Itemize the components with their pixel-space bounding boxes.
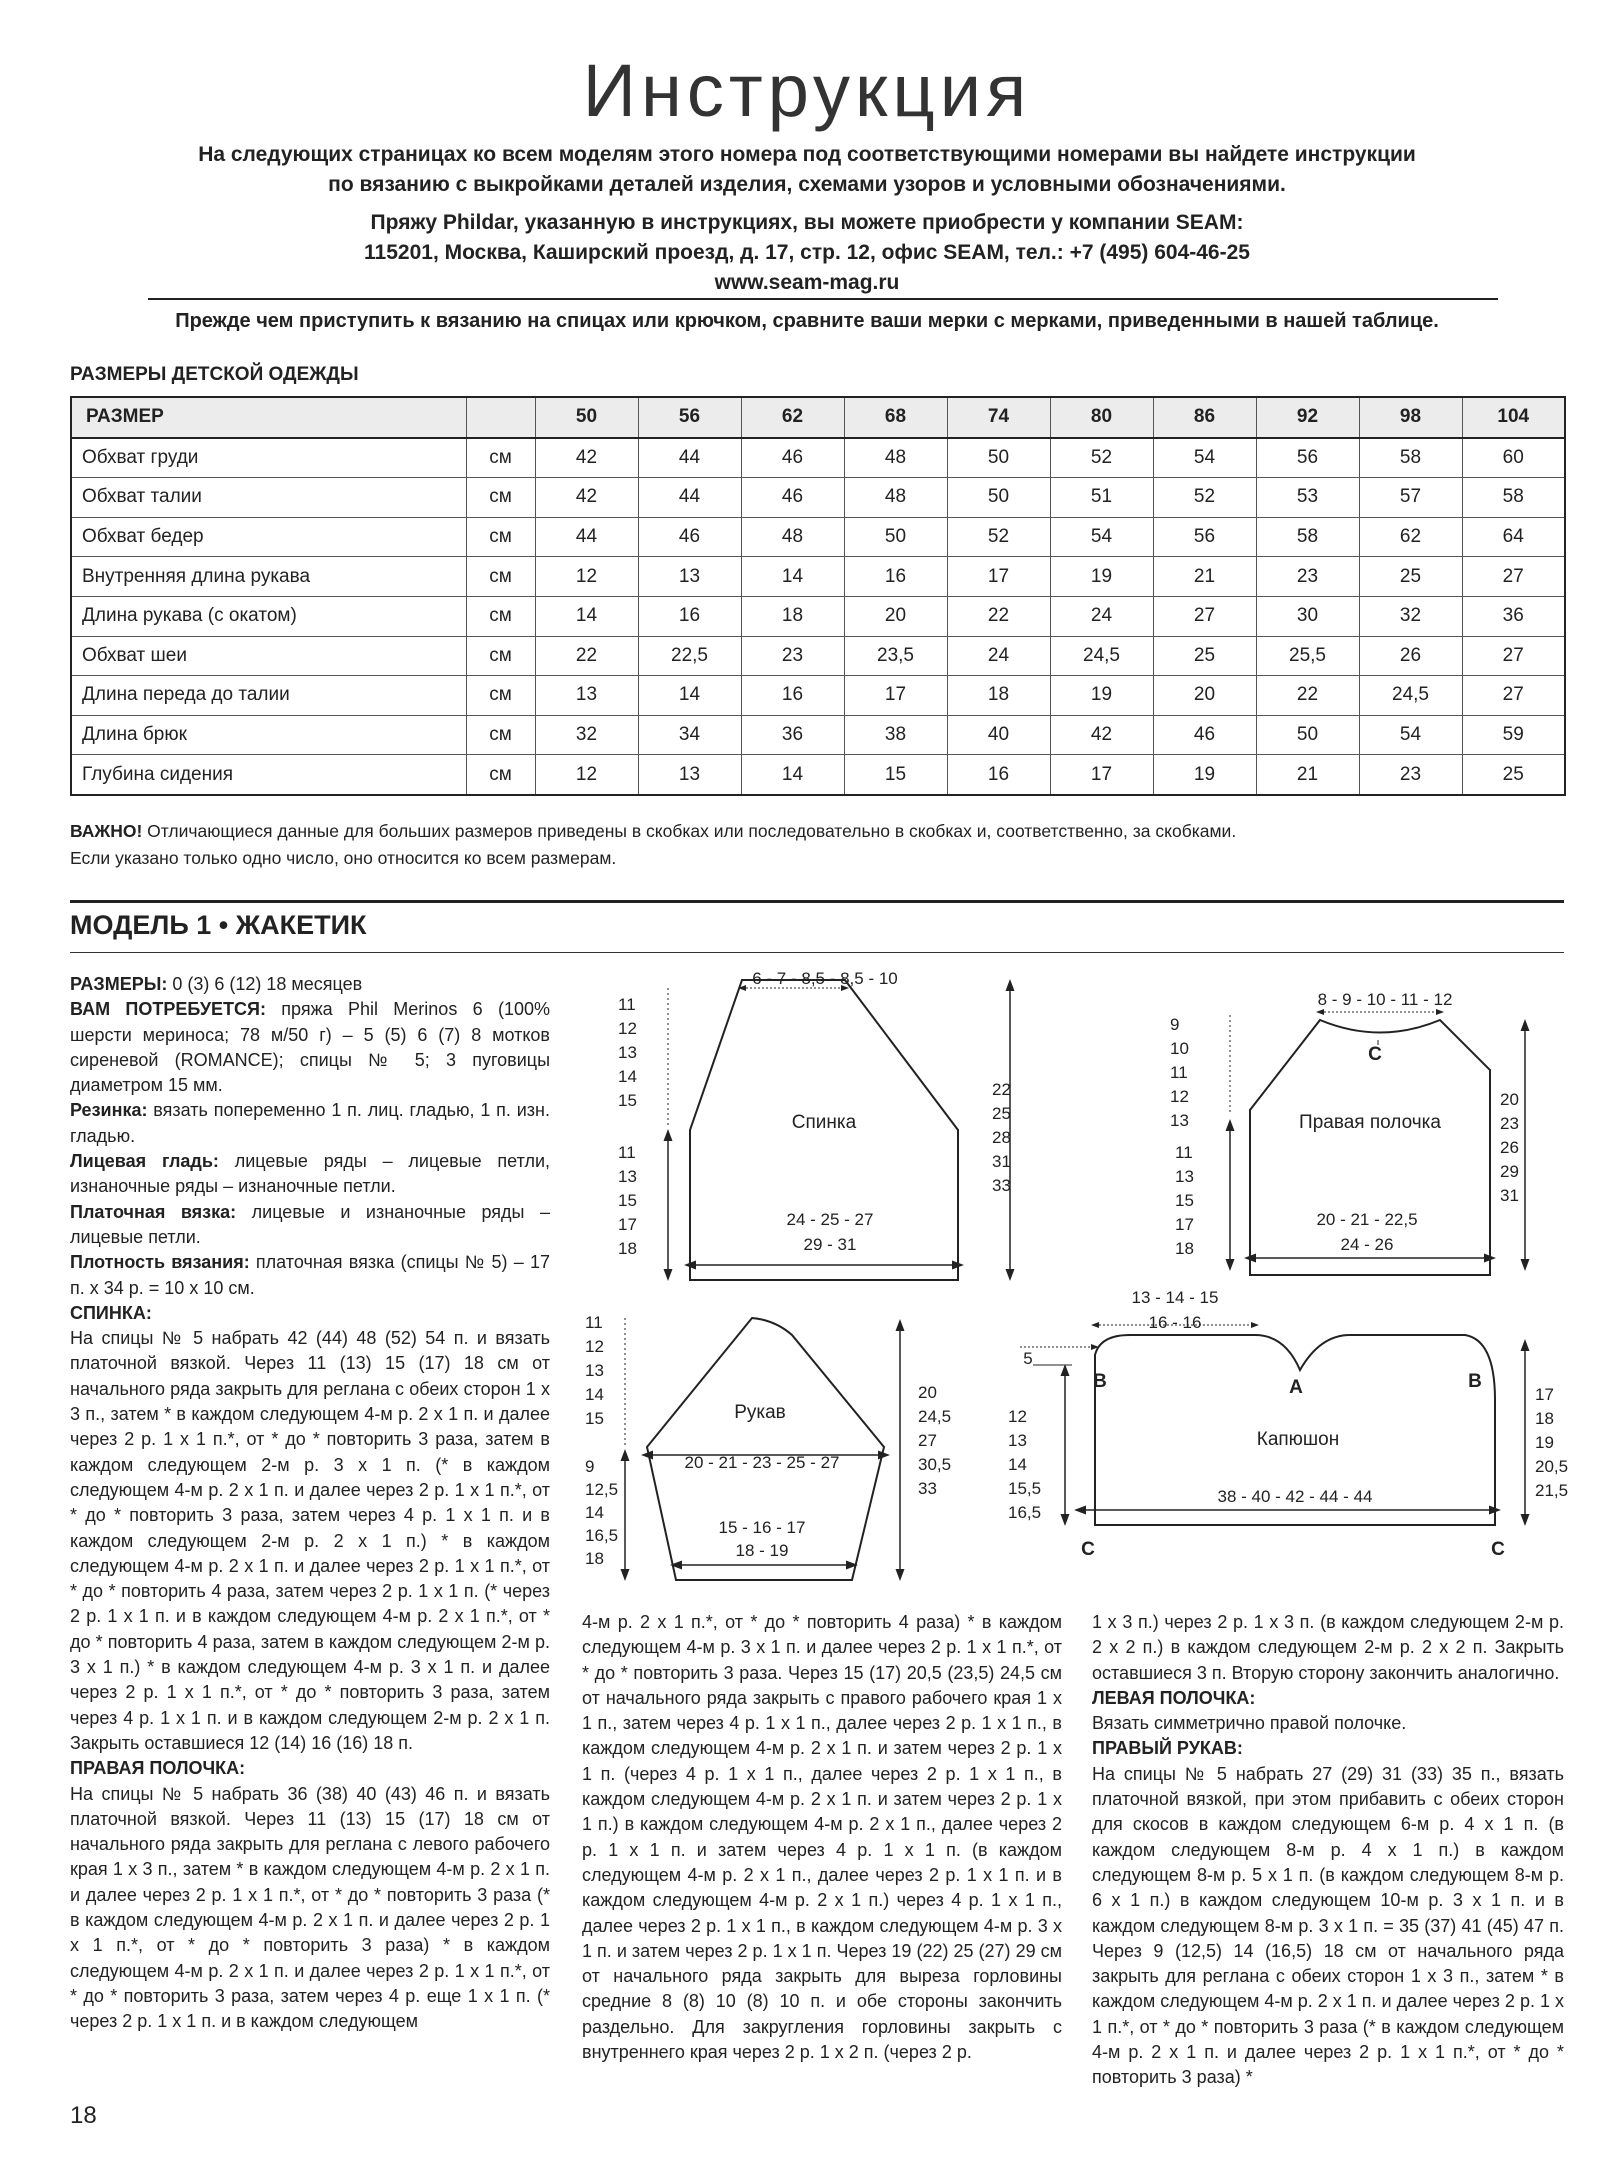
row-unit: см [466,596,535,636]
dimension-value: 13 [618,1167,637,1186]
hood-mark-b-left: B [1093,1371,1107,1392]
size-head-cell: 92 [1256,397,1359,438]
size-value-cell: 27 [1153,596,1256,636]
dimension-value: 17 [1175,1215,1194,1234]
size-value-cell: 36 [741,715,844,755]
paragraph-heading: Платочная вязка: [70,1201,237,1222]
instruction-paragraph [1092,1736,1564,1761]
size-value-cell: 32 [1359,596,1462,636]
dimension-value: 15 [618,1191,637,1210]
dimension-value: 15,5 [1008,1479,1042,1498]
size-value-cell: 44 [638,438,741,478]
paragraph-heading: ПРАВАЯ ПОЛОЧКА: [70,1758,246,1779]
size-value-cell: 30 [1256,596,1359,636]
size-value-cell: 18 [947,676,1050,716]
size-value-cell: 14 [535,596,638,636]
back-left-lower-dims [618,1143,637,1258]
size-value-cell: 52 [947,517,1050,557]
front-top-dim: 8 - 9 - 10 - 11 - 12 [1317,990,1453,1009]
size-value-cell: 25 [1359,557,1462,597]
dimension-value: 20 [1500,1090,1519,1109]
size-value-cell: 12 [535,755,638,795]
size-value-cell: 50 [1256,715,1359,755]
paragraph-heading: Плотность вязания: [70,1252,250,1273]
dimension-value: 10 [1170,1039,1189,1058]
size-value-cell: 24,5 [1050,636,1153,676]
size-value-cell: 19 [1050,676,1153,716]
sleeve-width-a: 15 - 16 - 17 [718,1518,806,1537]
instruction-paragraph [1092,1762,1564,2091]
row-unit: см [466,755,535,795]
paragraph-text: 0 (3) 6 (12) 18 месяцев [167,974,363,994]
paragraph-heading: ВАМ ПОТРЕБУЕТСЯ: [70,999,266,1020]
intro-line: по вязанию с выкройками деталей изделия, схемами узоров и условными обозначениями. [328,173,1286,196]
dimension-value: 23 [1500,1114,1519,1133]
size-value-cell: 58 [1256,517,1359,557]
dimension-value: 26 [1500,1138,1519,1157]
instruction-paragraph [70,997,550,1098]
size-value-cell: 16 [947,755,1050,795]
hood-width: 38 - 40 - 42 - 44 - 44 [1217,1487,1373,1506]
dimension-value: 13 [1170,1111,1189,1130]
instruction-paragraph [1092,1686,1564,1711]
note-bold: ВАЖНО! [70,821,143,841]
instruction-paragraph [70,1782,550,2035]
dimension-value: 15 [1175,1191,1194,1210]
hood-top-a: 13 - 14 - 15 [1131,1288,1219,1307]
instruction-paragraph [70,972,550,997]
dimension-value: 31 [992,1152,1011,1171]
model-divider-thin [70,952,1564,953]
paragraph-text: вязать попеременно 1 п. лиц. гладью, 1 п. изн. гладью. [70,1100,550,1146]
size-value-cell: 25 [1462,755,1565,795]
size-value-cell: 19 [1050,557,1153,597]
size-value-cell: 25,5 [1256,636,1359,676]
back-left-upper-dims [618,995,637,1110]
size-value-cell: 36 [1462,596,1565,636]
dimension-value: 18 [585,1549,604,1568]
size-value-cell: 16 [638,596,741,636]
size-value-cell: 22 [947,596,1050,636]
size-value-cell: 24 [947,636,1050,676]
size-head-cell: 74 [947,397,1050,438]
paragraph-text: На спицы № 5 набрать 27 (29) 31 (33) 35 п., вязать платочной вязкой, при этом прибавить с обеих сторон для скосов в каждом следующем 6-м р. 4 х 1 п. (в каждом следующем 8-м р. 4 х 1 п.) в каждом следующем 8-м р. 5 х 1 п. (в каждом следующем 8-м р. 6 х 1 п.) в каждом следующем 10-м р. 3 х 1 п. и в каждом следующем 8-м р. 3 х 1 п. = 35 (37) 41 (45) 47 п. Через 9 (12,5) 14 (16,5) 18 см от начального ряда закрыть для реглана с обеих сторон 1 х 3 п., затем * в каждом следующем 4-м р. 2 х 1 п. и далее через 2 р. 1 х 1 п.*, от * до * повторить 3 раза (* в каждом следующем 4-м р. 2 х 1 п. и далее через 2 р. 1 х 1 п.*, от * до * повторить 3 раза) * [1092,1763,1564,2088]
size-value-cell: 52 [1050,438,1153,478]
dimension-value: 33 [918,1479,937,1498]
paragraph-text: На спицы № 5 набрать 36 (38) 40 (43) 46 п. и вязать платочной вязкой. Через 11 (13) 15 (17) 18 см от начального ряда закрыть для реглана с левого рабочего края 1 х 3 п., затем * в каждом следующем 4-м р. 2 х 1 п. и далее через 2 р. 1 х 1 п.*, от * до * повторить 3 раза (* в каждом следующем 4-м р. 2 х 1 п. и далее через 2 р. 1 х 1 п.*, от * до * повторить 3 раза) * в каждом следующем 4-м р. 2 х 1 п. и далее через 2 р. 1 х 1 п.*, от * до * повторить 3 раза, затем через 4 р. еще 1 х 1 п. (* через 2 р. 1 х 1 п. и в каждом следующем [70,1783,550,2032]
size-value-cell: 14 [638,676,741,716]
paragraph-text: Вязать симметрично правой полочке. [1092,1713,1407,1734]
size-head-unit [466,397,535,438]
hood-left-mark: 5 [1023,1349,1033,1368]
size-value-cell: 21 [1153,557,1256,597]
intro-line: На следующих страницах ко всем моделям этого номера под соответствующими номерами вы найдете инструкции [198,143,1416,166]
paragraph-heading: ЛЕВАЯ ПОЛОЧКА: [1092,1687,1256,1708]
back-label: Спинка [791,1112,857,1133]
front-diagram [1170,990,1525,1275]
store-website: www.seam-mag.ru [714,271,900,294]
size-table-row [71,636,1565,676]
sleeve-left-lower-dims [585,1457,618,1568]
size-table-row [71,438,1565,478]
dimension-value: 17 [618,1215,637,1234]
size-value-cell: 48 [741,517,844,557]
note-line2: Если указано только одно число, оно относится ко всем размерам. [70,848,617,868]
size-value-cell: 23,5 [844,636,947,676]
dimension-value: 18 [1535,1409,1554,1428]
size-value-cell: 12 [535,557,638,597]
size-head-cell: 68 [844,397,947,438]
size-value-cell: 59 [1462,715,1565,755]
dimension-value: 12 [585,1337,604,1356]
store-line: Пряжу Phildar, указанную в инструкциях, вы можете приобрести у компании SEAM: [370,211,1244,234]
size-value-cell: 17 [947,557,1050,597]
size-value-cell: 27 [1462,636,1565,676]
dimension-value: 18 [1175,1239,1194,1258]
important-note [70,818,1236,872]
size-value-cell: 54 [1359,715,1462,755]
paragraph-text: 4-м р. 2 х 1 п.*, от * до * повторить 4 раза) * в каждом следующем 4-м р. 3 х 1 п. и далее через 2 р. 1 х 1 п.*, от * до * повторить 3 раза. Через 15 (17) 20,5 (23,5) 24,5 см от начального ряда закрыть с правого рабочего края 1 х 1 п., затем через 4 р. 1 х 1 п., далее через 2 р. 1 х 1 п., в каждом следующем 4-м р. 2 х 1 п. и затем через 2 р. 1 х 1 п. (через 4 р. 1 х 1 п., далее через 2 р. 1 х 1 п., в каждом следующем 4-м р. 2 х 1 п. и затем через 2 р. 1 х 1 п.) в каждом следующем 4-м р. 2 х 1 п., далее через 2 р. 1 х 1 п. и затем через 4 р. 1 х 1 п. (в каждом следующем 4-м р. 2 х 1 п., далее через 2 р. 1 х 1 п. и в каждом следующем 4-м р. 2 х 1 п.) через 4 р. 1 х 1 п., далее через 2 р. 1 х 1 п., в каждом следующем 4-м р. 3 х 1 п. и затем через 2 р. 1 х 1 п. Через 19 (22) 25 (27) 29 см от начального ряда закрыть для выреза горловины средние 8 (8) 10 (8) 10 п. и обе стороны закончить раздельно. Для закругления горловины закрыть с внутреннего края через 2 р. 1 х 2 п. (через 2 р. [582,1612,1062,2063]
size-value-cell: 44 [638,478,741,518]
instruction-paragraph [70,1250,550,1301]
paragraph-text: лицевые ряды – лицевые петли, изнаночные ряды – изнаночные петли. [70,1151,551,1197]
dimension-value: 12,5 [585,1480,619,1499]
dimension-value: 27 [918,1431,937,1450]
dimension-value: 13 [618,1043,637,1062]
dimension-value: 9 [585,1457,595,1476]
dimension-value: 21,5 [1535,1481,1569,1500]
size-table-row [71,676,1565,716]
row-unit: см [466,517,535,557]
hood-right-dims [1535,1385,1568,1500]
paragraph-heading: ПРАВЫЙ РУКАВ: [1092,1738,1243,1759]
row-unit: см [466,478,535,518]
size-value-cell: 40 [947,715,1050,755]
size-value-cell: 14 [741,557,844,597]
sleeve-left-upper-dims [585,1313,604,1428]
row-unit: см [466,438,535,478]
page-title: Инструкция [582,49,1032,132]
instruction-paragraph [70,1149,550,1200]
size-value-cell: 56 [1256,438,1359,478]
size-value-cell: 54 [1050,517,1153,557]
size-value-cell: 22,5 [638,636,741,676]
size-value-cell: 38 [844,715,947,755]
row-label: Обхват бедер [71,517,466,557]
dimension-value: 11 [1175,1143,1193,1162]
size-table [70,396,1566,796]
dimension-value: 14 [585,1503,604,1522]
paragraph-text: лицевые и изнаночные ряды – лицевые петли. [70,1201,550,1247]
dimension-value: 24,5 [918,1407,952,1426]
text-column-3 [1092,1610,1564,2091]
row-label: Длина рукава (с окатом) [71,596,466,636]
hood-mark-c-right: C [1491,1539,1505,1560]
size-value-cell: 13 [638,557,741,597]
instruction-paragraph [70,1200,550,1251]
dimension-value: 30,5 [918,1455,952,1474]
note-line1: Отличающиеся данные для больших размеров приведены в скобках или последовательно в скобках и, соответственно, за скобками. [142,821,1237,841]
size-value-cell: 18 [741,596,844,636]
size-head-cell: 62 [741,397,844,438]
dimension-value: 14 [618,1067,637,1086]
size-value-cell: 27 [1462,676,1565,716]
size-value-cell: 22 [1256,676,1359,716]
store-address: 115201, Москва, Каширский проезд, д. 17, стр. 12, офис SEAM, тел.: +7 (495) 604-46-25 [364,241,1250,264]
sleeve-width-top: 20 - 21 - 23 - 25 - 27 [684,1453,840,1472]
dimension-value: 11 [618,1143,636,1162]
model-title: МОДЕЛЬ 1 • ЖАКЕТИК [70,910,367,940]
hood-mark-b-right: B [1468,1371,1482,1392]
front-width-a: 20 - 21 - 22,5 [1316,1210,1418,1229]
hood-mark-a: A [1289,1377,1303,1398]
instruction-paragraph [1092,1711,1564,1736]
hood-label: Капюшон [1256,1429,1340,1450]
size-value-cell: 44 [535,517,638,557]
size-head-cell: 86 [1153,397,1256,438]
dimension-value: 16,5 [1008,1503,1042,1522]
size-value-cell: 42 [535,478,638,518]
paragraph-heading: Резинка: [70,1100,148,1121]
size-value-cell: 48 [844,438,947,478]
instruction-paragraph [1092,1610,1564,1686]
front-left-upper-dims [1170,1015,1189,1130]
paragraph-heading: СПИНКА: [70,1302,152,1323]
row-unit: см [466,676,535,716]
size-value-cell: 32 [535,715,638,755]
size-value-cell: 17 [1050,755,1153,795]
size-value-cell: 58 [1359,438,1462,478]
text-column-1 [70,972,550,2034]
paragraph-text: пряжа Phil Merinos 6 (100% шерсти мериноса; 78 м/50 г) – 5 (5) 6 (7) 8 мотков сиреневой (ROMANCE); спицы № 5; 3 пуговицы диаметром 15 мм. [70,999,550,1096]
sleeve-width-b: 18 - 19 [735,1541,789,1560]
size-value-cell: 48 [844,478,947,518]
row-label: Обхват талии [71,478,466,518]
dimension-value: 9 [1170,1015,1180,1034]
size-value-cell: 50 [844,517,947,557]
dimension-value: 31 [1500,1186,1519,1205]
paragraph-text: платочная вязка (спицы № 5) – 17 п. х 34 р. = 10 х 10 см. [70,1252,550,1298]
row-unit: см [466,715,535,755]
size-value-cell: 17 [844,676,947,716]
size-table-row [71,517,1565,557]
dimension-value: 12 [618,1019,637,1038]
size-value-cell: 51 [1050,478,1153,518]
compare-note: Прежде чем приступить к вязанию на спицах или крючком, сравните ваши мерки с мерками, приведенными в нашей таблице. [175,310,1439,332]
size-value-cell: 27 [1462,557,1565,597]
size-value-cell: 42 [1050,715,1153,755]
row-label: Глубина сидения [71,755,466,795]
dimension-value: 16,5 [585,1526,619,1545]
dimension-value: 13 [585,1361,604,1380]
size-value-cell: 14 [741,755,844,795]
paragraph-heading: Лицевая гладь: [70,1151,219,1172]
model-divider [70,900,1564,903]
instruction-paragraph [70,1301,550,1326]
back-width-a: 24 - 25 - 27 [786,1210,874,1229]
header-divider [148,298,1498,300]
dimension-value: 15 [585,1409,604,1428]
size-value-cell: 54 [1153,438,1256,478]
size-value-cell: 60 [1462,438,1565,478]
size-value-cell: 57 [1359,478,1462,518]
row-label: Обхват шеи [71,636,466,676]
size-head-cell: 56 [638,397,741,438]
dimension-value: 20 [918,1383,937,1402]
row-label: Длина переда до талии [71,676,466,716]
back-top-dim: 6 - 7 - 8,5 - 8,5 - 10 [752,969,898,988]
size-value-cell: 13 [535,676,638,716]
front-left-lower-dims [1175,1143,1194,1258]
size-value-cell: 22 [535,636,638,676]
dimension-value: 20,5 [1535,1457,1569,1476]
paragraph-text: 1 х 3 п.) через 2 р. 1 х 3 п. (в каждом следующем 2-м р. 2 х 2 п.) в каждом следующем 2-м р. 2 х 2 п. Закрыть оставшиеся 3 п. Вторую сторону закончить аналогично. [1092,1612,1564,1683]
instruction-paragraph [70,1326,550,1756]
instruction-paragraph [582,1610,1062,2065]
size-value-cell: 46 [638,517,741,557]
size-head-cell: 104 [1462,397,1565,438]
size-value-cell: 23 [1256,557,1359,597]
dimension-value: 12 [1008,1407,1027,1426]
size-value-cell: 15 [844,755,947,795]
dimension-value: 13 [1175,1167,1194,1186]
size-table-header [71,397,1565,438]
row-unit: см [466,557,535,597]
size-table-row [71,557,1565,597]
size-head-cell: 98 [1359,397,1462,438]
dimension-value: 12 [1170,1087,1189,1106]
dimension-value: 15 [618,1091,637,1110]
size-value-cell: 50 [947,438,1050,478]
size-value-cell: 20 [1153,676,1256,716]
row-label: Внутренняя длина рукава [71,557,466,597]
front-label: Правая полочка [1299,1112,1441,1133]
size-value-cell: 19 [1153,755,1256,795]
size-value-cell: 13 [638,755,741,795]
instruction-paragraph [70,1756,550,1781]
dimension-value: 11 [585,1313,603,1332]
size-value-cell: 24,5 [1359,676,1462,716]
size-value-cell: 16 [844,557,947,597]
size-table-row [71,596,1565,636]
size-value-cell: 16 [741,676,844,716]
front-mark-c: C [1368,1044,1382,1065]
dimension-value: 22 [992,1080,1011,1099]
row-label: Длина брюк [71,715,466,755]
back-right-dims [992,1080,1011,1195]
dimension-value: 19 [1535,1433,1554,1452]
dimension-value: 13 [1008,1431,1027,1450]
size-value-cell: 20 [844,596,947,636]
sleeve-diagram [585,1313,951,1580]
size-value-cell: 62 [1359,517,1462,557]
paragraph-heading: РАЗМЕРЫ: [70,974,168,994]
sleeve-label: Рукав [734,1402,786,1423]
size-value-cell: 46 [741,478,844,518]
front-width-b: 24 - 26 [1340,1235,1394,1254]
size-value-cell: 23 [1359,755,1462,795]
size-table-row [71,755,1565,795]
dimension-value: 18 [618,1239,637,1258]
size-value-cell: 42 [535,438,638,478]
size-head-cell: 80 [1050,397,1153,438]
size-value-cell: 46 [741,438,844,478]
size-value-cell: 50 [947,478,1050,518]
instruction-paragraph [70,1098,550,1149]
dimension-value: 14 [1008,1455,1027,1474]
size-value-cell: 23 [741,636,844,676]
size-value-cell: 64 [1462,517,1565,557]
dimension-value: 25 [992,1104,1011,1123]
dimension-value: 29 [1500,1162,1519,1181]
hood-left-dims [1008,1407,1041,1522]
size-head-label: РАЗМЕР [71,397,466,438]
size-value-cell: 25 [1153,636,1256,676]
hood-top-b: 16 - 16 [1148,1313,1202,1332]
size-value-cell: 26 [1359,636,1462,676]
size-value-cell: 46 [1153,715,1256,755]
dimension-value: 28 [992,1128,1011,1147]
size-table-title: РАЗМЕРЫ ДЕТСКОЙ ОДЕЖДЫ [70,364,359,385]
size-value-cell: 34 [638,715,741,755]
size-table-row [71,715,1565,755]
hood-mark-c-left: C [1081,1539,1095,1560]
back-width-b: 29 - 31 [803,1235,857,1254]
front-right-dims [1500,1090,1519,1205]
size-value-cell: 58 [1462,478,1565,518]
size-value-cell: 52 [1153,478,1256,518]
hood-diagram [1008,1288,1568,1560]
size-value-cell: 53 [1256,478,1359,518]
row-label: Обхват груди [71,438,466,478]
sleeve-right-dims [918,1383,951,1498]
size-value-cell: 24 [1050,596,1153,636]
dimension-value: 14 [585,1385,604,1404]
dimension-value: 11 [1170,1063,1188,1082]
size-table-row [71,478,1565,518]
paragraph-text: На спицы № 5 набрать 42 (44) 48 (52) 54 п. и вязать платочной вязкой. Через 11 (13) 15 (17) 18 см от начального ряда закрыть для реглана с обеих сторон 1 х 3 п., затем * в каждом следующем 4-м р. 2 х 1 п. и далее через 2 р. 1 х 1 п.*, от * до * повторить 3 раза, затем в каждом следующем 2-м р. 3 х 1 п. (* в каждом следующем 4-м р. 2 х 1 п. и далее через 2 р. 1 х 1 п.*, от * до * повторить 3 раза, затем через 4 р. 1 х 1 п. и в каждом следующем 2-м р. 2 х 1 п.) * в каждом следующем 4-м р. 2 х 1 п. и далее через 2 р. 1 х 1 п.*, от * до * повторить 4 раза, затем через 2 р. 1 х 1 п. (* через 2 р. 1 х 1 п. и в каждом следующем 4-м р. 2 х 1 п.*, от * до * повторить 4 раза, затем в каждом следующем 2-м р. 3 х 1 п.) * в каждом следующем 4-м р. 3 х 1 п. и далее через 2 р. 1 х 1 п.*, от * до * повторить 3 раза, затем через 4 р. 1 х 1 п. и в каждом следующем 2-м р. 2 х 1 п. Закрыть оставшиеся 12 (14) 16 (16) 18 п. [70,1328,550,1753]
size-value-cell: 21 [1256,755,1359,795]
size-head-cell: 50 [535,397,638,438]
intro-block [0,140,1614,298]
row-unit: см [466,636,535,676]
dimension-value: 33 [992,1176,1011,1195]
dimension-value: 17 [1535,1385,1554,1404]
page-number: 18 [70,2102,97,2129]
size-value-cell: 56 [1153,517,1256,557]
text-column-2 [582,1610,1062,2065]
back-diagram [618,969,1011,1280]
dimension-value: 11 [618,995,636,1014]
